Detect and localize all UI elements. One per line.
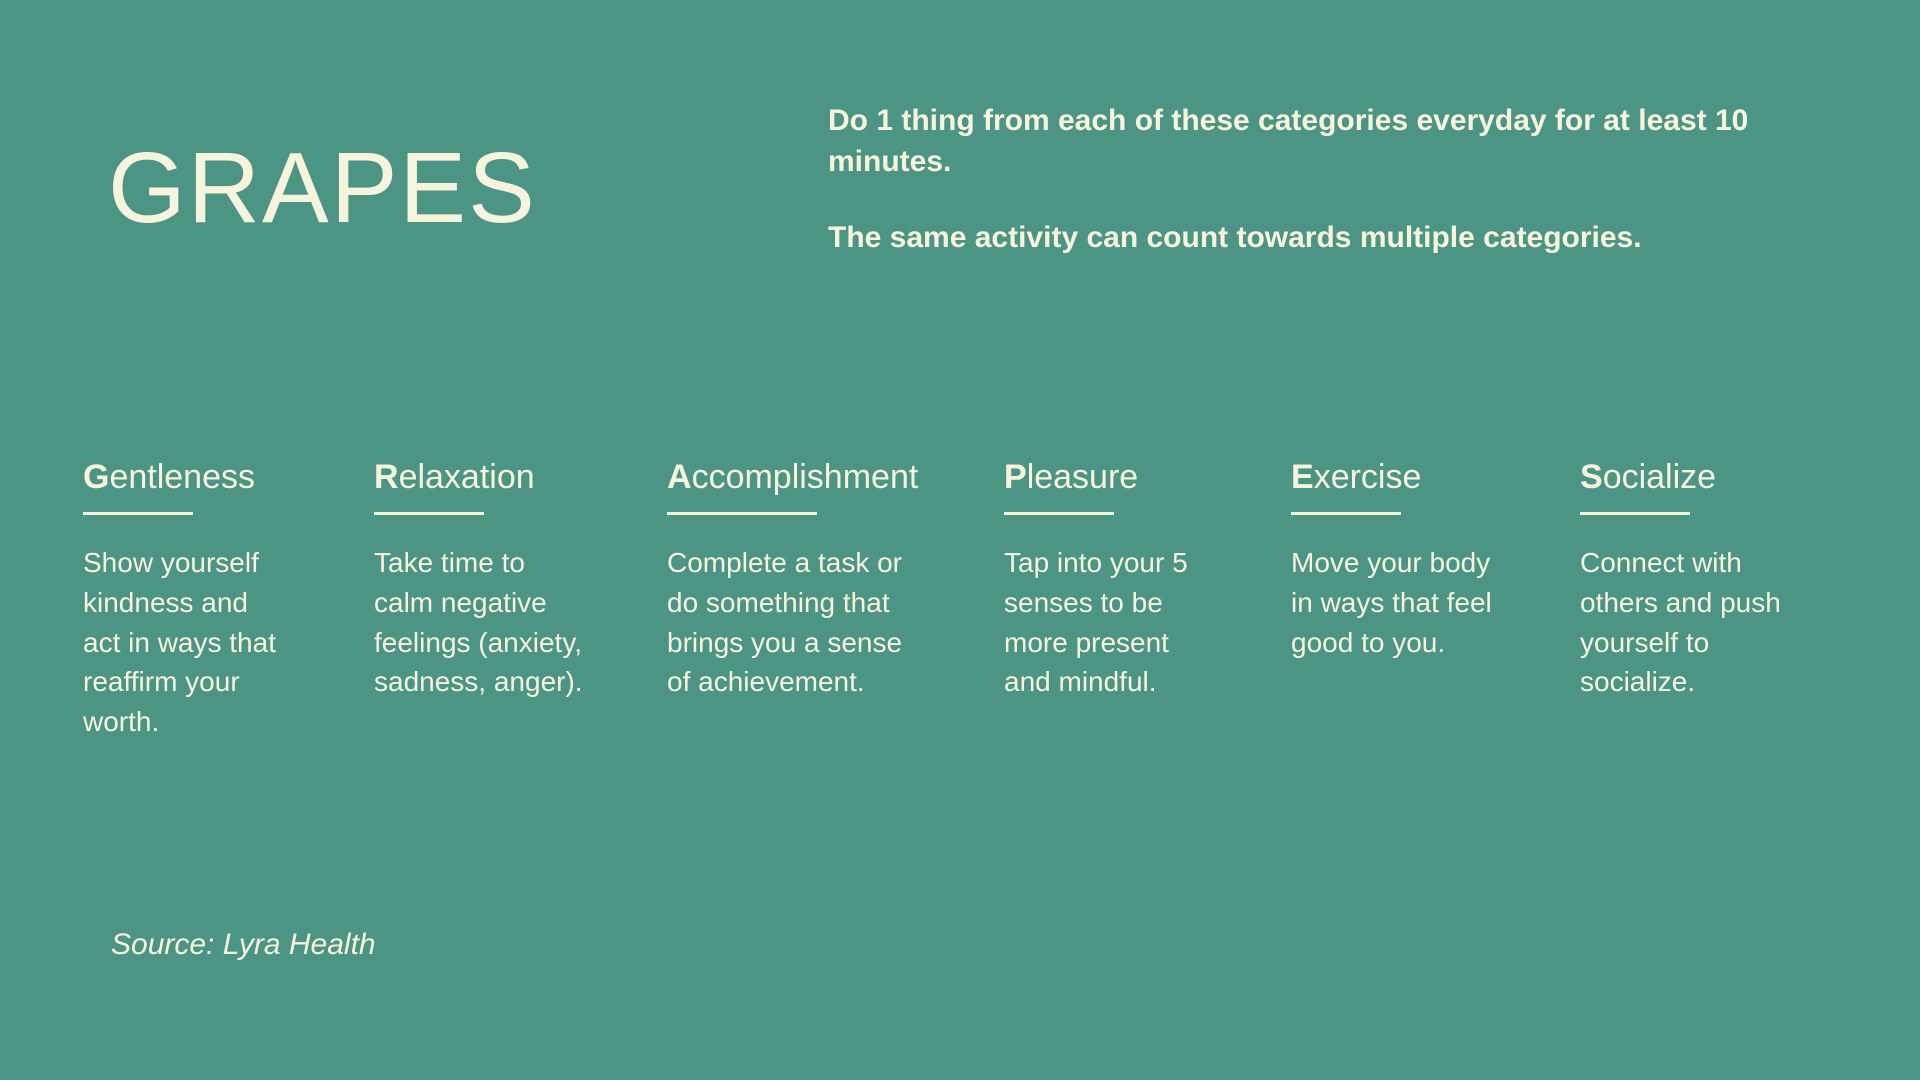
category-socialize: [1580, 457, 1782, 702]
category-description-pleasure: Tap into your 5 senses to be more present and mindful.: [1004, 547, 1188, 698]
category-initial: S: [1580, 458, 1603, 496]
category-accomplishment: [667, 457, 919, 702]
category-heading-exercise: [1291, 457, 1499, 498]
category-heading-socialize: [1580, 457, 1782, 498]
heading-underline: [1004, 512, 1114, 515]
category-gentleness: [83, 457, 288, 742]
category-heading-relaxation: [374, 457, 586, 498]
category-description-accomplishment: Complete a task or do something that brings you a sense of achievement.: [667, 547, 903, 698]
category-initial: R: [374, 458, 399, 496]
category-description-relaxation: Take time to calm negative feelings (anxiety, sadness, anger).: [374, 547, 583, 698]
heading-underline: [667, 512, 817, 515]
page-title: GRAPES: [108, 132, 537, 244]
category-initial: E: [1291, 458, 1314, 496]
category-description-gentleness: Show yourself kindness and act in ways that reaffirm your worth.: [83, 547, 276, 737]
category-rest: ccomplishment: [691, 458, 919, 496]
category-description-socialize: Connect with others and push yourself to socialize.: [1580, 547, 1781, 698]
category-heading-accomplishment: [667, 457, 919, 498]
category-rest: leasure: [1026, 458, 1139, 496]
category-initial: P: [1004, 458, 1027, 496]
heading-underline: [83, 512, 193, 515]
source-credit: Source: Lyra Health: [111, 928, 376, 961]
heading-underline: [374, 512, 484, 515]
category-rest: xercise: [1313, 458, 1422, 496]
category-description-exercise: Move your body in ways that feel good to you.: [1291, 547, 1492, 658]
category-rest: ocialize: [1602, 458, 1717, 496]
category-pleasure: [1004, 457, 1206, 702]
category-exercise: [1291, 457, 1499, 662]
category-initial: A: [667, 458, 692, 496]
category-rest: elaxation: [398, 458, 535, 496]
category-heading-gentleness: [83, 457, 288, 498]
heading-underline: [1291, 512, 1401, 515]
category-rest: entleness: [109, 458, 255, 496]
intro-paragraph-1: Do 1 thing from each of these categories everyday for at least 10 minutes.: [828, 104, 1749, 179]
heading-underline: [1580, 512, 1690, 515]
category-initial: G: [83, 458, 110, 496]
category-heading-pleasure: [1004, 457, 1206, 498]
category-relaxation: [374, 457, 586, 702]
intro-paragraph-2: The same activity can count towards multiple categories.: [828, 220, 1642, 254]
